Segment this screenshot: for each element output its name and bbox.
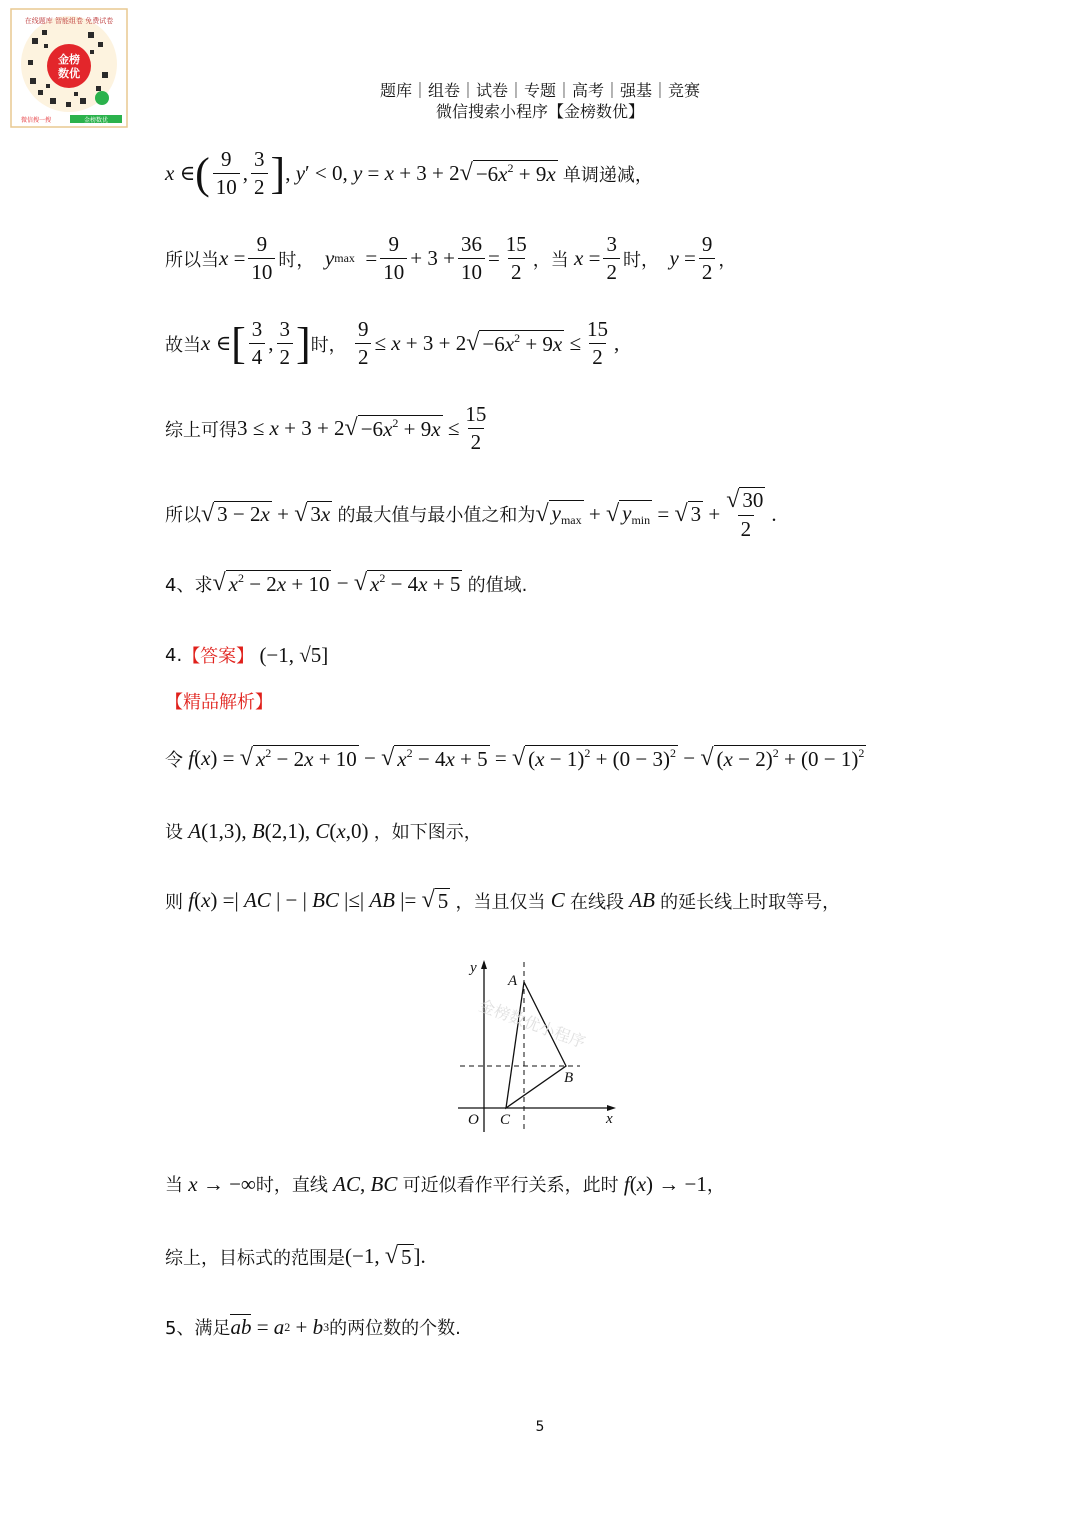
- line-conclusion: 综上，目标式的范围是 (−1, √ 5 ] .: [165, 1243, 426, 1269]
- line-sum-max-min: 所以 √ 3 − 2x + √ 3x 的最大值与最小值之和为 √ $y_{max}$ + √ $y_{min}$ = √ 3 + $\frac{√ 30}{2}$ .: [165, 487, 777, 541]
- answer-value: (−1, √5]: [259, 642, 329, 667]
- line-max-value: 所以当 x = $\frac{9}{10}$ 时， y max = $\frac{9}{10}$ + 3 + $\frac{36}{10}$ = $\frac{15}{2}$ ，当 x = $\frac{3}{2}$ 时， y = $\frac{9}{2}$ ，: [165, 232, 737, 284]
- answer-4: 4. 【答案】 (−1, √5]: [165, 642, 329, 667]
- label-c: C: [500, 1112, 511, 1128]
- header-nav: 题库｜组卷｜试卷｜专题｜高考｜强基｜竞赛: [379, 81, 700, 100]
- label-x: x: [606, 1111, 613, 1127]
- line-define-f: 令 f ( x ) = √ $x^2 - 2x + 10$ − √ $x^2 - 4x + 5$ = √ $(x - 1)^2 + (0 - 3)^2$ − √ $(x - 2)^2 + (0 - 1)^2$: [165, 745, 865, 771]
- svg-text:在线题库 智能组卷 免费试卷: 在线题库 智能组卷 免费试卷: [24, 17, 114, 25]
- line-monotone: x ∈ ( $\frac{9}{10}$ , $\frac{3}{2}$ ] , y ′ < 0, y = x + 3 + 2 √ $-6x^2 + 9x$ 单调递减，: [165, 147, 653, 199]
- y-axis-arrow-icon: [481, 960, 487, 969]
- svg-text:金榜数优: 金榜数优: [83, 117, 109, 124]
- label-a: A: [508, 973, 518, 989]
- question-5: 5、满足 ab = a 2 + b 3 的两位数的个数.: [165, 1314, 461, 1339]
- svg-text:数优: 数优: [58, 67, 80, 80]
- answer-tag: 【答案】: [182, 646, 255, 667]
- figure-watermark: 金榜数优小程序: [476, 995, 589, 1052]
- line-range-case: 故当 x ∈ [ $\frac{3}{4}$ , $\frac{3}{2}$ ] 时， $\frac{9}{2}$ ≤ x + 3 + 2 √ $-6x^2 + 9x$ ≤ $\frac{15}{2}$ ,: [165, 317, 620, 369]
- label-o: O: [468, 1112, 479, 1128]
- geometry-figure: [452, 956, 622, 1134]
- page-header: [0, 80, 1080, 122]
- line-limit: 当 x → −∞ 时，直线 AC , BC 可近似看作平行关系，此时 f ( x ) → −1 ，: [165, 1171, 725, 1196]
- page-number: 5: [535, 1419, 545, 1435]
- question-4: 4、求 √ $x^2 - 2x + 10$ − √ $x^2 - 4x + 5$ 的值域.: [165, 570, 528, 596]
- header-subtitle: 微信搜索小程序【金榜数优】: [435, 102, 644, 121]
- label-y: y: [470, 960, 477, 976]
- triangle-abc: [506, 982, 566, 1108]
- line-inequality: 则 f ( x ) =| AC | − | BC |≤| AB |= √ 5 ，当且仅当 C 在线段 AB 的延长线上时取等号，: [165, 887, 841, 913]
- line-summary-range: 综上可得 3 ≤ x + 3 + 2 √ $-6x^2 + 9x$ ≤ $\frac{15}{2}$: [165, 402, 487, 454]
- qr-logo-text: 金榜: [58, 53, 80, 66]
- label-b: B: [564, 1070, 574, 1086]
- svg-text:微信搜一搜: 微信搜一搜: [20, 117, 52, 124]
- analysis-heading: 【精品解析】: [165, 692, 273, 713]
- line-set-points: 设 A (1,3), B (2,1), C ( x ,0) ，如下图示，: [165, 818, 482, 843]
